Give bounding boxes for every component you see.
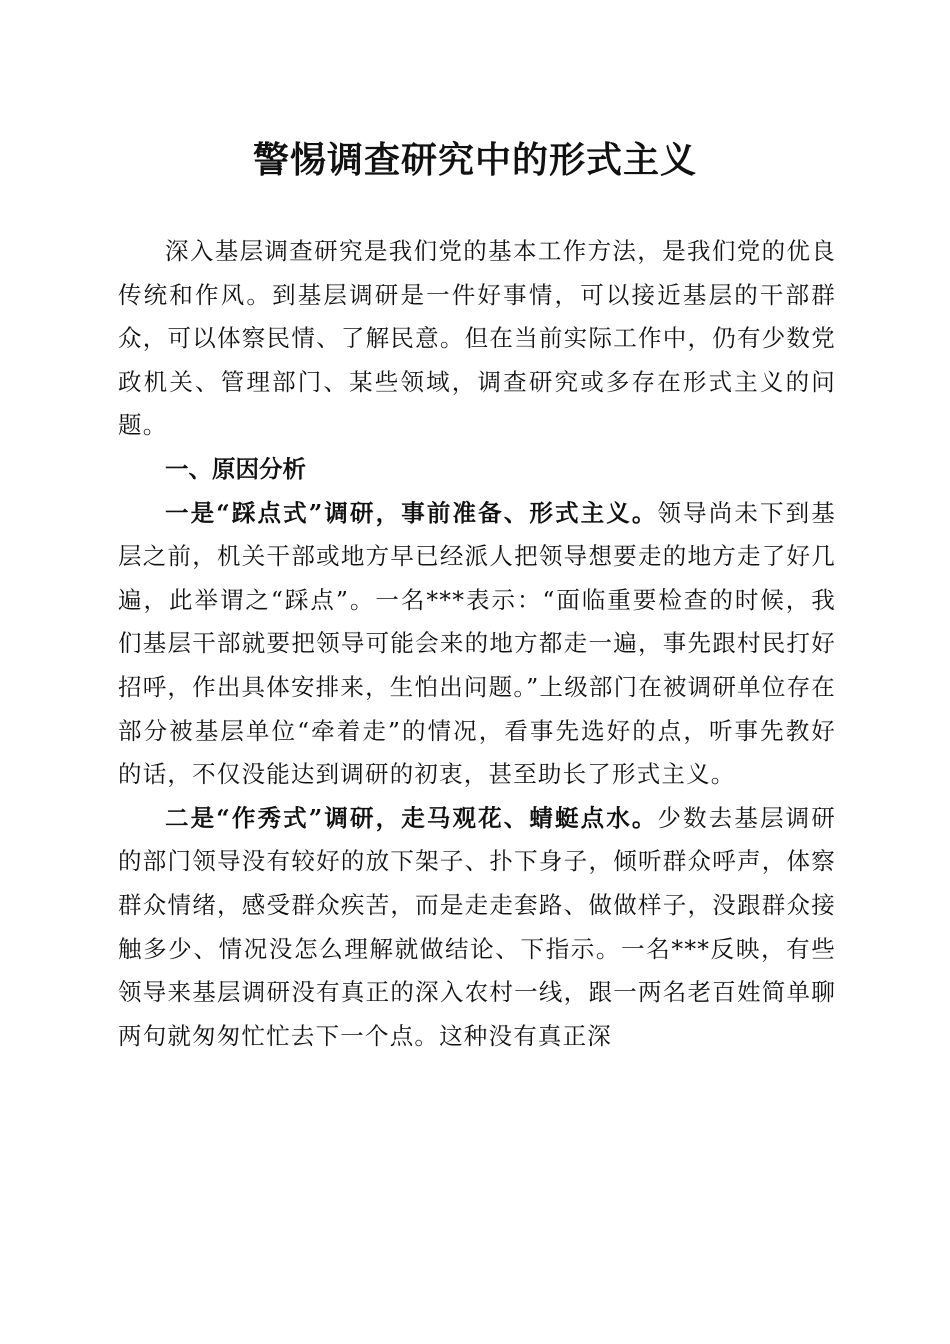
document-title: 警惕调查研究中的形式主义	[252, 139, 697, 181]
intro-paragraph: 深入基层调查研究是我们党的基本工作方法，是我们党的优良传统和作风。到基层调研是一件好事情，可以接近基层的干部群众，可以体察民情、了解民意。但在当前实际工作中，仍有少数党政机关、管理部门、某些领域，调查研究或多存在形式主义的问题。	[118, 237, 836, 440]
point-lead-2: 二是“作秀式”调研，走马观花、蜻蜓点水。	[165, 803, 658, 832]
point-text-2: 少数去基层调研的部门领导没有较好的放下架子、扑下身子，倾听群众呼声，体察群众情绪，感受群众疾苦，而是走走套路、做做样子，没跟群众接触多少、情况没怎么理解就做结论、下指示。一名***反映，有些领导来基层调研没有真正的深入农村一线，跟一两名老百姓简单聊两句就匆匆忙忙去下一个点。这种没有真正深	[118, 803, 836, 1050]
point-text-1: 领导尚未下到基层之前，机关干部或地方早已经派人把领导想要走的地方走了好几遍，此举谓之“踩点”。一名***表示：“面临重要检查的时候，我们基层干部就要把领导可能会来的地方都走一遍，事先跟村民打好招呼，作出具体安排来，生怕出问题。”上级部门在被调研单位存在部分被基层单位“牵着走”的情况，看事先选好的点，听事先教好的话，不仅没能达到调研的初衷，甚至助长了形式主义。	[118, 498, 836, 789]
point-paragraph-1	[118, 492, 836, 797]
document-body	[118, 230, 836, 1058]
section-heading: 一、原因分析	[165, 454, 306, 483]
point-paragraph-2	[118, 797, 836, 1059]
point-lead-1: 一是“踩点式”调研，事前准备、形式主义。	[165, 498, 658, 527]
